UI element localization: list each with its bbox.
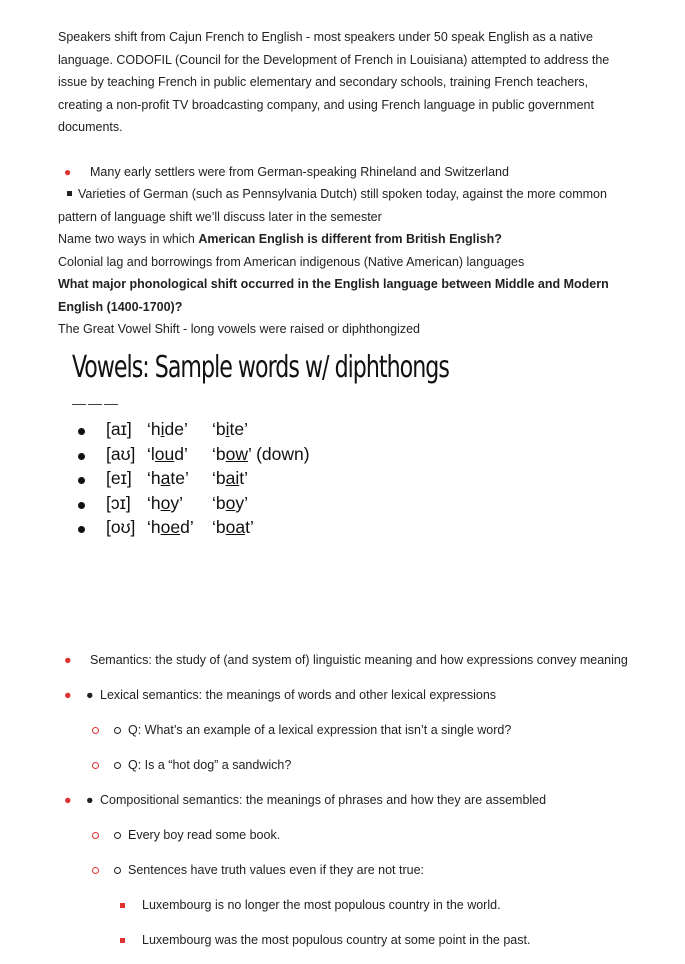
vowels-slide-image: [72, 350, 612, 570]
sub-sub-bullet-luxembourg-2: Luxembourg was the most populous country at some point in the past.: [58, 929, 638, 952]
red-circle-bullet-icon: [92, 867, 99, 874]
square-bullet-icon: [67, 191, 72, 196]
question-phonological-shift: What major phonological shift occurred in the English language between Middle and Modern English (1400-1700)?: [58, 277, 609, 314]
slide-title: Vowels: Sample words w/ diphthongs: [72, 350, 449, 385]
vowel-row: [eɪ] ‘hate’ ‘bait’: [72, 468, 612, 493]
lower-notes: [58, 636, 638, 964]
sub-bullet-lexical-q2: Q: Is a “hot dog” a sandwich?: [58, 754, 638, 777]
sub-sub-bullet-luxembourg-1: Luxembourg is no longer the most populous country in the world.: [58, 894, 638, 917]
top-notes: [58, 26, 628, 341]
circle-bullet-icon: [114, 867, 121, 874]
red-circle-bullet-icon: [92, 727, 99, 734]
sub-bullet-lexical-q1: Q: What’s an example of a lexical expression that isn’t a single word?: [58, 719, 638, 742]
bullet-compositional-semantics: ● ● Compositional semantics: the meanings of phrases and how they are assembled: [58, 789, 638, 812]
red-square-bullet-icon: [120, 938, 125, 943]
paragraph-cajun: Speakers shift from Cajun French to English - most speakers under 50 speak English as a native language. CODOFIL (Council for the Development of French in Louisiana) attempted to address the issue by teaching French in public elementary and secondary schools, training French teachers, creating a non-profit TV broadcasting company, and using French language in public government documents.: [58, 30, 610, 134]
vowel-row: [oʊ] ‘hoed’ ‘boat’: [72, 517, 612, 542]
circle-bullet-icon: [114, 727, 121, 734]
vowel-row: [ɔɪ] ‘hoy’ ‘boy’: [72, 493, 612, 518]
bullet-icon: [78, 453, 85, 460]
sub-bullet-example-1: Every boy read some book.: [58, 824, 638, 847]
bullet-icon: [78, 477, 85, 484]
black-bullet-icon: ●: [86, 792, 94, 807]
sub-bullet-example-2: Sentences have truth values even if they are not true:: [58, 859, 638, 882]
circle-bullet-icon: [114, 832, 121, 839]
slide-rule: ———: [72, 395, 120, 411]
bullet-semantics: ● Semantics: the study of (and system of) linguistic meaning and how expressions convey meaning: [58, 649, 638, 672]
sub-bullet-german-varieties: Varieties of German (such as Pennsylvania Dutch) still spoken today, against the more common pattern of language shift we’ll discuss later in the semester: [58, 187, 607, 224]
red-square-bullet-icon: [120, 903, 125, 908]
bullet-lexical-semantics: ● ● Lexical semantics: the meanings of words and other lexical expressions: [58, 684, 638, 707]
bullet-icon: [78, 428, 85, 435]
vowel-row: [aʊ] ‘loud’ ‘bow’ (down): [72, 444, 612, 469]
red-bullet-icon: ●: [64, 687, 72, 702]
red-bullet-icon: ●: [64, 792, 72, 807]
bullet-german-settlers: [58, 161, 628, 184]
red-circle-bullet-icon: [92, 832, 99, 839]
answer-great-vowel-shift: The Great Vowel Shift - long vowels were raised or diphthongized: [58, 322, 420, 336]
bullet-text: Many early settlers were from German-speaking Rhineland and Switzerland: [90, 164, 509, 179]
bullet-icon: [78, 526, 85, 533]
circle-bullet-icon: [114, 762, 121, 769]
red-bullet-icon: ●: [64, 164, 72, 179]
red-bullet-icon: ●: [64, 652, 72, 667]
answer-colonial-lag: Colonial lag and borrowings from American indigenous (Native American) languages: [58, 254, 525, 269]
bullet-icon: [78, 502, 85, 509]
black-bullet-icon: ●: [86, 687, 94, 702]
vowel-list: [72, 419, 612, 542]
vowel-row: [aɪ] ‘hide’ ‘bite’: [72, 419, 612, 444]
question-american-english: Name two ways in which American English is different from British English?: [58, 232, 502, 246]
red-circle-bullet-icon: [92, 762, 99, 769]
